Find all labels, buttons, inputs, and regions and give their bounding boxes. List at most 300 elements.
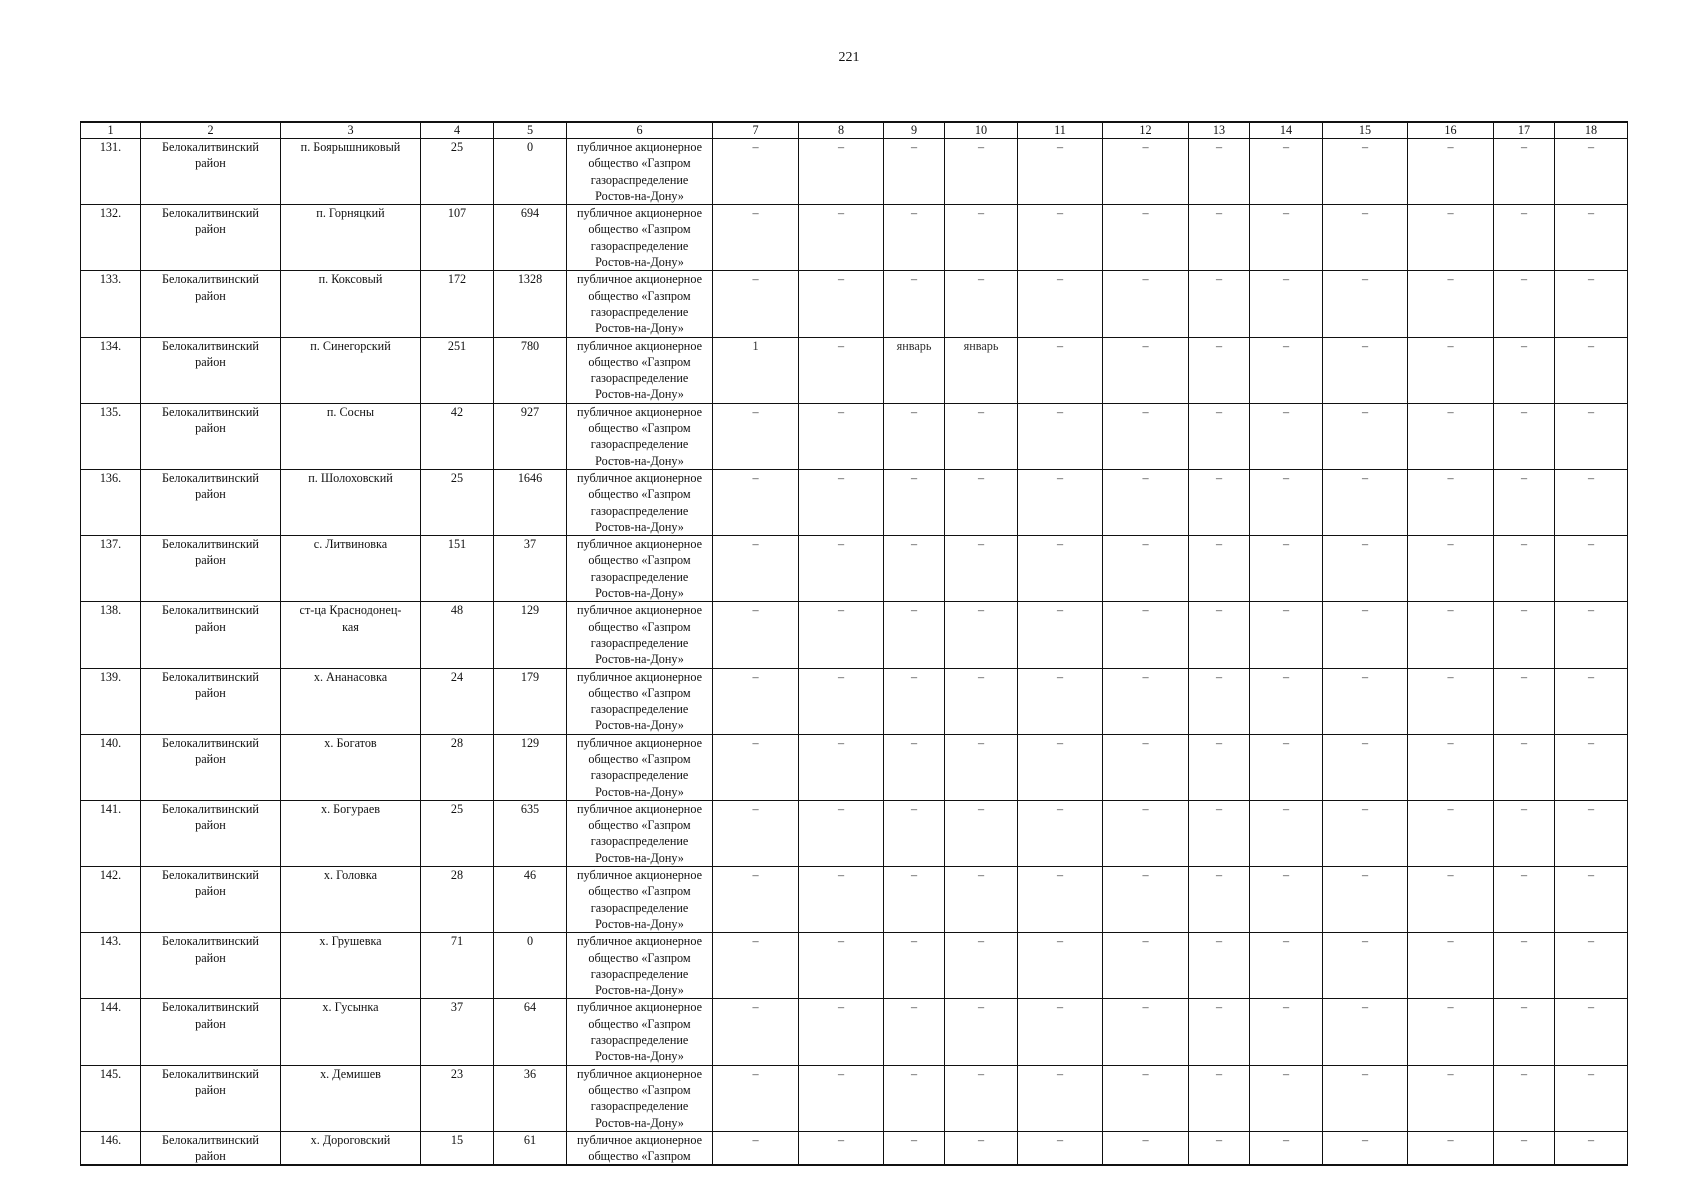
locality-cell [281, 800, 421, 866]
column-18-cell: – [1555, 536, 1628, 602]
column-11-cell: – [1018, 999, 1103, 1065]
organization-cell [567, 668, 713, 734]
column-12-cell: – [1103, 1065, 1189, 1131]
cell-line: район [195, 354, 226, 369]
cell-line: публичное акционерное [577, 801, 702, 816]
cell-line: публичное акционерное [577, 1000, 702, 1015]
column-11-cell: – [1018, 205, 1103, 271]
column-11-cell: – [1018, 734, 1103, 800]
column-16-cell: – [1408, 403, 1494, 469]
column-5-cell: 0 [494, 139, 567, 205]
cell-line: Ростов-на-Дону» [595, 188, 684, 203]
district-cell [141, 602, 281, 668]
cell-line: Белокалитвинский [162, 868, 259, 883]
column-18-cell: – [1555, 867, 1628, 933]
column-9-cell: – [884, 999, 945, 1065]
column-15-cell: – [1323, 867, 1408, 933]
cell-line: публичное акционерное [577, 868, 702, 883]
cell-line: общество «Газпром [588, 818, 691, 833]
table-row [81, 668, 1628, 734]
column-16-cell: – [1408, 205, 1494, 271]
cell-line: газораспределение [590, 437, 689, 452]
column-16-cell: – [1408, 1065, 1494, 1131]
column-9-cell: – [884, 734, 945, 800]
organization-cell [567, 867, 713, 933]
column-10-cell: – [945, 1065, 1018, 1131]
column-18-cell: – [1555, 271, 1628, 337]
column-16-cell: – [1408, 271, 1494, 337]
column-5-cell: 46 [494, 867, 567, 933]
organization-cell [567, 1065, 713, 1131]
column-header-7: 7 [713, 122, 799, 139]
column-header-18: 18 [1555, 122, 1628, 139]
cell-line: Белокалитвинский [162, 669, 259, 684]
organization-cell [567, 139, 713, 205]
column-header-6: 6 [567, 122, 713, 139]
column-header-12: 12 [1103, 122, 1189, 139]
column-5-cell: 129 [494, 734, 567, 800]
column-18-cell: – [1555, 337, 1628, 403]
cell-line: х. Демишев [320, 1066, 381, 1081]
cell-line: газораспределение [590, 900, 689, 915]
locality-cell [281, 1131, 421, 1165]
column-13-cell: – [1189, 867, 1250, 933]
district-cell [141, 1131, 281, 1165]
column-13-cell: – [1189, 933, 1250, 999]
column-13-cell: – [1189, 139, 1250, 205]
column-12-cell: – [1103, 999, 1189, 1065]
column-15-cell: – [1323, 337, 1408, 403]
table-row [81, 271, 1628, 337]
cell-line: общество «Газпром [588, 222, 691, 237]
table-row [81, 999, 1628, 1065]
column-15-cell: – [1323, 271, 1408, 337]
column-10-cell: – [945, 867, 1018, 933]
cell-line: публичное акционерное [577, 537, 702, 552]
locality-cell [281, 734, 421, 800]
locality-cell [281, 139, 421, 205]
column-4-cell: 37 [421, 999, 494, 1065]
column-18-cell: – [1555, 999, 1628, 1065]
row-number-cell: 132. [81, 205, 141, 271]
cell-line: х. Ананасовка [313, 669, 388, 684]
cell-line: район [195, 1149, 226, 1164]
cell-line: ст-ца Краснодонец- [299, 603, 402, 618]
column-15-cell: – [1323, 999, 1408, 1065]
column-11-cell: – [1018, 668, 1103, 734]
row-number-cell: 137. [81, 536, 141, 602]
column-4-cell: 25 [421, 469, 494, 535]
cell-line: газораспределение [590, 702, 689, 717]
organization-cell [567, 469, 713, 535]
page-number: 221 [838, 50, 860, 65]
table-row [81, 139, 1628, 205]
column-7-cell: – [713, 1065, 799, 1131]
column-9-cell: – [884, 205, 945, 271]
cell-line: с. Литвиновка [313, 537, 388, 552]
column-17-cell: – [1494, 536, 1555, 602]
table-row [81, 1065, 1628, 1131]
column-17-cell: – [1494, 734, 1555, 800]
cell-line: публичное акционерное [577, 140, 702, 154]
row-number-cell: 138. [81, 602, 141, 668]
column-10-cell: – [945, 139, 1018, 205]
column-4-cell: 42 [421, 403, 494, 469]
district-cell [141, 800, 281, 866]
table-row [81, 337, 1628, 403]
table-row [81, 469, 1628, 535]
column-12-cell: – [1103, 205, 1189, 271]
column-7-cell: – [713, 271, 799, 337]
column-8-cell: – [799, 867, 884, 933]
column-5-cell: 179 [494, 668, 567, 734]
column-14-cell: – [1250, 999, 1323, 1065]
column-18-cell: – [1555, 602, 1628, 668]
cell-line: публичное акционерное [577, 272, 702, 287]
column-14-cell: – [1250, 867, 1323, 933]
cell-line: Белокалитвинский [162, 934, 259, 949]
cell-line: общество «Газпром [588, 1149, 691, 1164]
column-15-cell: – [1323, 139, 1408, 205]
column-17-cell: – [1494, 668, 1555, 734]
column-8-cell: – [799, 602, 884, 668]
column-5-cell: 635 [494, 800, 567, 866]
column-header-5: 5 [494, 122, 567, 139]
column-11-cell: – [1018, 800, 1103, 866]
cell-line: газораспределение [590, 371, 689, 386]
column-18-cell: – [1555, 668, 1628, 734]
column-14-cell: – [1250, 403, 1323, 469]
cell-line: район [195, 288, 226, 303]
cell-line: х. Грушевка [319, 934, 382, 949]
cell-line: п. Синегорский [310, 338, 391, 353]
cell-line: Белокалитвинский [162, 603, 259, 618]
column-7-cell: – [713, 999, 799, 1065]
column-10-cell: – [945, 536, 1018, 602]
column-7-cell: – [713, 668, 799, 734]
cell-line: район [195, 553, 226, 568]
cell-line: публичное акционерное [577, 470, 702, 485]
cell-line: публичное акционерное [577, 934, 702, 949]
district-cell [141, 139, 281, 205]
cell-line: газораспределение [590, 238, 689, 253]
cell-line: общество «Газпром [588, 553, 691, 568]
column-5-cell: 0 [494, 933, 567, 999]
cell-line: район [195, 156, 226, 171]
column-10-cell: – [945, 403, 1018, 469]
column-8-cell: – [799, 139, 884, 205]
column-11-cell: – [1018, 536, 1103, 602]
locality-cell [281, 668, 421, 734]
cell-line: х. Богураев [320, 801, 381, 816]
cell-line: общество «Газпром [588, 619, 691, 634]
organization-cell [567, 271, 713, 337]
column-16-cell: – [1408, 469, 1494, 535]
organization-cell [567, 999, 713, 1065]
column-4-cell: 25 [421, 139, 494, 205]
data-table [80, 121, 1628, 1166]
column-15-cell: – [1323, 205, 1408, 271]
cell-line: Ростов-на-Дону» [595, 916, 684, 931]
row-number-cell: 139. [81, 668, 141, 734]
column-15-cell: – [1323, 734, 1408, 800]
district-cell [141, 867, 281, 933]
locality-cell [281, 867, 421, 933]
column-14-cell: – [1250, 1065, 1323, 1131]
column-14-cell: – [1250, 668, 1323, 734]
column-10-cell: – [945, 668, 1018, 734]
column-header-1: 1 [81, 122, 141, 139]
district-cell [141, 668, 281, 734]
column-13-cell: – [1189, 205, 1250, 271]
column-9-cell: – [884, 139, 945, 205]
column-4-cell: 15 [421, 1131, 494, 1165]
column-16-cell: – [1408, 1131, 1494, 1165]
cell-line: общество «Газпром [588, 487, 691, 502]
cell-line: общество «Газпром [588, 1082, 691, 1097]
locality-cell [281, 403, 421, 469]
column-15-cell: – [1323, 668, 1408, 734]
column-14-cell: – [1250, 933, 1323, 999]
column-10-cell: – [945, 271, 1018, 337]
cell-line: п. Боярышниковый [300, 140, 401, 154]
column-9-cell: – [884, 602, 945, 668]
column-12-cell: – [1103, 536, 1189, 602]
organization-cell [567, 734, 713, 800]
column-15-cell: – [1323, 933, 1408, 999]
locality-cell [281, 469, 421, 535]
column-11-cell: – [1018, 271, 1103, 337]
column-12-cell: – [1103, 1131, 1189, 1165]
column-8-cell: – [799, 734, 884, 800]
column-number-header-row [81, 122, 1628, 139]
column-10-cell: – [945, 602, 1018, 668]
locality-cell [281, 337, 421, 403]
column-4-cell: 24 [421, 668, 494, 734]
row-number-cell: 133. [81, 271, 141, 337]
row-number-cell: 135. [81, 403, 141, 469]
column-9-cell: – [884, 403, 945, 469]
district-cell [141, 536, 281, 602]
column-9-cell: – [884, 271, 945, 337]
column-11-cell: – [1018, 139, 1103, 205]
cell-line: газораспределение [590, 1099, 689, 1114]
column-11-cell: – [1018, 1065, 1103, 1131]
row-number-cell: 136. [81, 469, 141, 535]
cell-line: х. Дороговский [310, 1132, 391, 1147]
locality-cell [281, 1065, 421, 1131]
column-10-cell: – [945, 205, 1018, 271]
column-12-cell: – [1103, 800, 1189, 866]
column-14-cell: – [1250, 602, 1323, 668]
column-17-cell: – [1494, 469, 1555, 535]
column-13-cell: – [1189, 999, 1250, 1065]
cell-line: газораспределение [590, 635, 689, 650]
column-17-cell: – [1494, 139, 1555, 205]
cell-line: район [195, 619, 226, 634]
cell-line: газораспределение [590, 966, 689, 981]
column-4-cell: 28 [421, 867, 494, 933]
column-16-cell: – [1408, 536, 1494, 602]
column-5-cell: 61 [494, 1131, 567, 1165]
column-9-cell: январь [884, 337, 945, 403]
table-row [81, 1131, 1628, 1165]
cell-line: Ростов-на-Дону» [595, 255, 684, 270]
column-12-cell: – [1103, 271, 1189, 337]
locality-cell [281, 933, 421, 999]
column-12-cell: – [1103, 734, 1189, 800]
column-5-cell: 780 [494, 337, 567, 403]
column-14-cell: – [1250, 139, 1323, 205]
column-15-cell: – [1323, 800, 1408, 866]
district-cell [141, 1065, 281, 1131]
cell-line: Белокалитвинский [162, 338, 259, 353]
cell-line: Белокалитвинский [162, 206, 259, 221]
column-7-cell: – [713, 867, 799, 933]
column-11-cell: – [1018, 933, 1103, 999]
column-header-14: 14 [1250, 122, 1323, 139]
column-8-cell: – [799, 337, 884, 403]
column-18-cell: – [1555, 734, 1628, 800]
column-4-cell: 71 [421, 933, 494, 999]
row-number-cell: 141. [81, 800, 141, 866]
column-7-cell: – [713, 800, 799, 866]
cell-line: газораспределение [590, 503, 689, 518]
cell-line: район [195, 751, 226, 766]
cell-line: Ростов-на-Дону» [595, 850, 684, 865]
column-header-15: 15 [1323, 122, 1408, 139]
column-13-cell: – [1189, 536, 1250, 602]
column-17-cell: – [1494, 933, 1555, 999]
column-17-cell: – [1494, 800, 1555, 866]
column-11-cell: – [1018, 1131, 1103, 1165]
column-17-cell: – [1494, 1065, 1555, 1131]
column-7-cell: – [713, 1131, 799, 1165]
column-13-cell: – [1189, 337, 1250, 403]
column-14-cell: – [1250, 536, 1323, 602]
district-cell [141, 999, 281, 1065]
cell-line: район [195, 222, 226, 237]
column-17-cell: – [1494, 271, 1555, 337]
column-4-cell: 251 [421, 337, 494, 403]
column-8-cell: – [799, 403, 884, 469]
cell-line: п. Сосны [326, 404, 375, 419]
column-5-cell: 36 [494, 1065, 567, 1131]
column-7-cell: 1 [713, 337, 799, 403]
column-11-cell: – [1018, 337, 1103, 403]
row-number-cell: 140. [81, 734, 141, 800]
cell-line: публичное акционерное [577, 1132, 702, 1147]
column-8-cell: – [799, 800, 884, 866]
cell-line: район [195, 818, 226, 833]
column-17-cell: – [1494, 403, 1555, 469]
column-18-cell: – [1555, 1131, 1628, 1165]
cell-line: Белокалитвинский [162, 537, 259, 552]
column-7-cell: – [713, 602, 799, 668]
cell-line: общество «Газпром [588, 884, 691, 899]
table-row [81, 536, 1628, 602]
table-row [81, 800, 1628, 866]
cell-line: Ростов-на-Дону» [595, 321, 684, 336]
column-16-cell: – [1408, 867, 1494, 933]
organization-cell [567, 1131, 713, 1165]
cell-line: публичное акционерное [577, 735, 702, 750]
column-17-cell: – [1494, 602, 1555, 668]
column-14-cell: – [1250, 1131, 1323, 1165]
column-16-cell: – [1408, 999, 1494, 1065]
table-row [81, 205, 1628, 271]
cell-line: общество «Газпром [588, 354, 691, 369]
column-13-cell: – [1189, 800, 1250, 866]
column-header-11: 11 [1018, 122, 1103, 139]
column-4-cell: 28 [421, 734, 494, 800]
row-number-cell: 146. [81, 1131, 141, 1165]
cell-line: Белокалитвинский [162, 404, 259, 419]
table-row [81, 867, 1628, 933]
column-11-cell: – [1018, 867, 1103, 933]
column-16-cell: – [1408, 602, 1494, 668]
column-17-cell: – [1494, 1131, 1555, 1165]
column-7-cell: – [713, 734, 799, 800]
column-8-cell: – [799, 1131, 884, 1165]
column-4-cell: 172 [421, 271, 494, 337]
organization-cell [567, 602, 713, 668]
column-header-13: 13 [1189, 122, 1250, 139]
column-9-cell: – [884, 800, 945, 866]
column-12-cell: – [1103, 469, 1189, 535]
column-header-9: 9 [884, 122, 945, 139]
column-14-cell: – [1250, 205, 1323, 271]
organization-cell [567, 536, 713, 602]
column-9-cell: – [884, 1065, 945, 1131]
column-8-cell: – [799, 1065, 884, 1131]
column-10-cell: – [945, 1131, 1018, 1165]
column-header-2: 2 [141, 122, 281, 139]
column-4-cell: 107 [421, 205, 494, 271]
district-cell [141, 271, 281, 337]
column-5-cell: 129 [494, 602, 567, 668]
cell-line: публичное акционерное [577, 669, 702, 684]
column-17-cell: – [1494, 867, 1555, 933]
row-number-cell: 144. [81, 999, 141, 1065]
column-8-cell: – [799, 999, 884, 1065]
column-12-cell: – [1103, 668, 1189, 734]
column-18-cell: – [1555, 205, 1628, 271]
cell-line: газораспределение [590, 768, 689, 783]
column-18-cell: – [1555, 1065, 1628, 1131]
column-18-cell: – [1555, 933, 1628, 999]
column-8-cell: – [799, 469, 884, 535]
table-row [81, 734, 1628, 800]
column-7-cell: – [713, 933, 799, 999]
cell-line: газораспределение [590, 834, 689, 849]
column-12-cell: – [1103, 403, 1189, 469]
column-8-cell: – [799, 668, 884, 734]
column-14-cell: – [1250, 337, 1323, 403]
cell-line: Ростов-на-Дону» [595, 1115, 684, 1130]
cell-line: Ростов-на-Дону» [595, 652, 684, 667]
column-header-8: 8 [799, 122, 884, 139]
district-cell [141, 933, 281, 999]
cell-line: публичное акционерное [577, 404, 702, 419]
column-14-cell: – [1250, 469, 1323, 535]
column-7-cell: – [713, 205, 799, 271]
column-9-cell: – [884, 933, 945, 999]
cell-line: Ростов-на-Дону» [595, 519, 684, 534]
cell-line: район [195, 1016, 226, 1031]
column-9-cell: – [884, 469, 945, 535]
column-13-cell: – [1189, 1065, 1250, 1131]
